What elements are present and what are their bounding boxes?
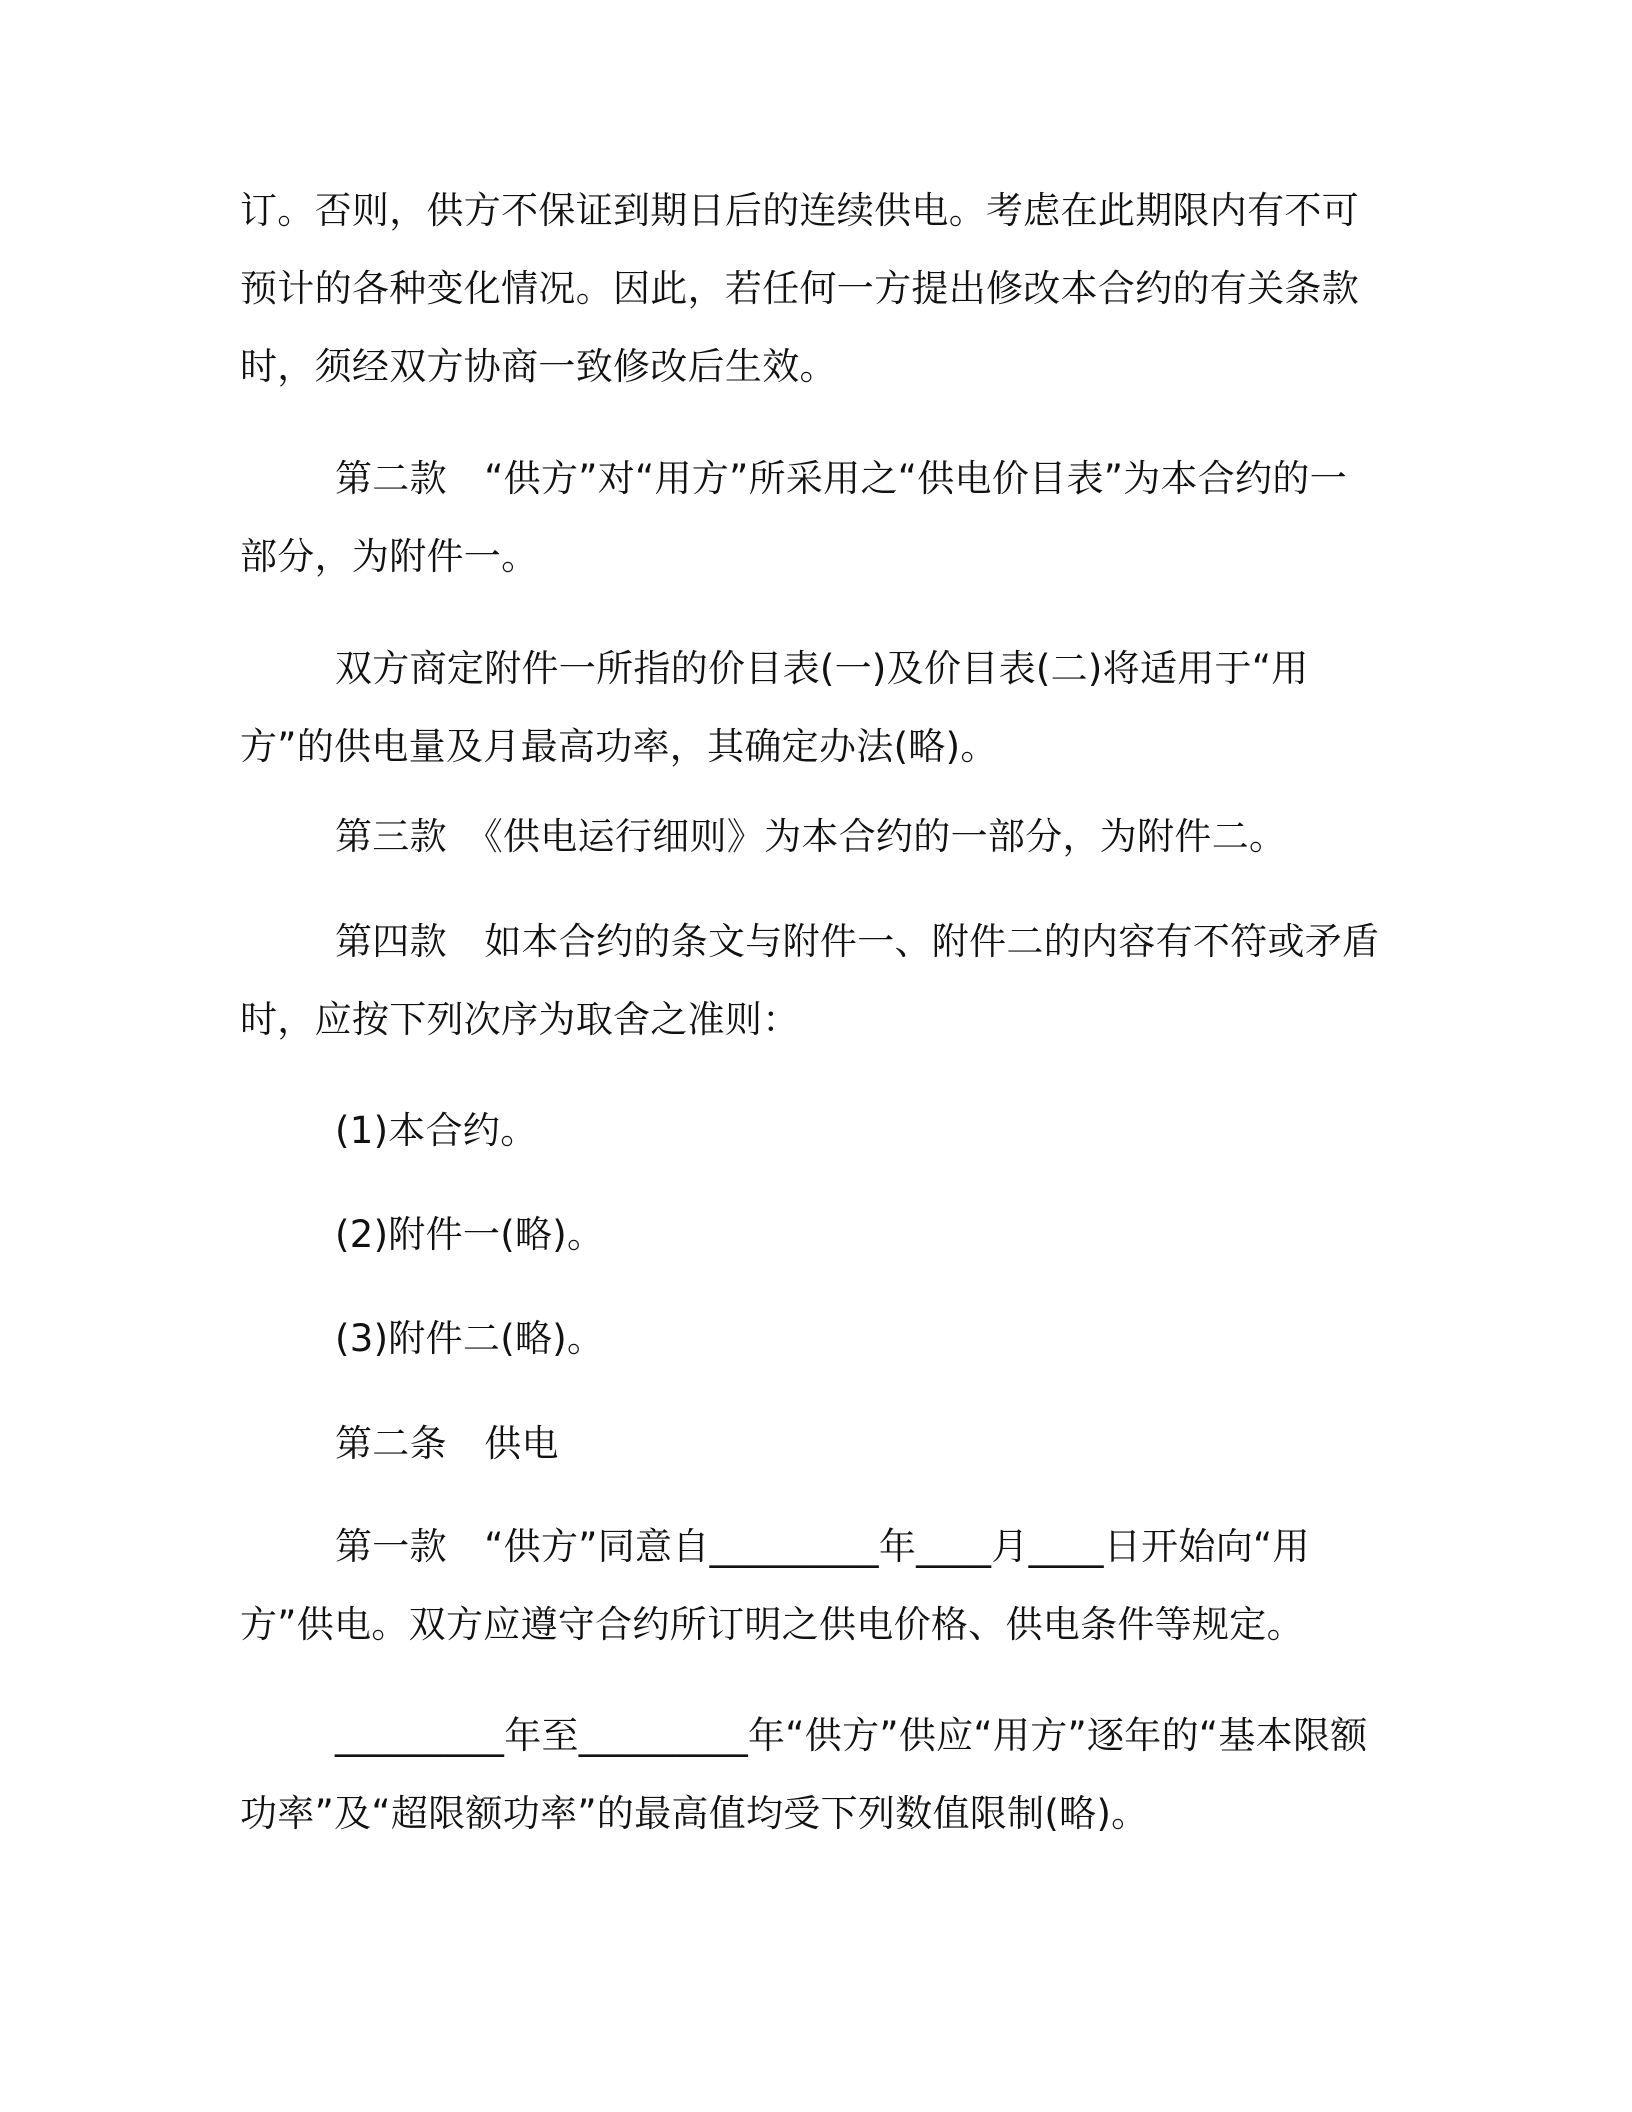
paragraph-continuation: 订。否则，供方不保证到期日后的连续供电。考虑在此期限内有不可预计的各种变化情况。因此，若任何一方提出修改本合约的有关条款时，须经双方协商一致修改后生效。 — [240, 189, 1359, 388]
paragraph-article-2-clause-1: 第一款 “供方”同意自_________年____月____日开始向“用方”供电。双方应遵守合约所订明之供电价格、供电条件等规定。 — [240, 1525, 1310, 1646]
section-heading-article-2: 第二条 供电 — [335, 1422, 559, 1465]
paragraph-clause-3: 第三款 《供电运行细则》为本合约的一部分，为附件二。 — [335, 815, 1287, 858]
list-item-1: (1)本合约。 — [335, 1109, 538, 1152]
list-item-3: (3)附件二(略)。 — [335, 1317, 605, 1360]
paragraph-power-limits: _________年至_________年“供方”供应“用方”逐年的“基本限额功率”及“超限额功率”的最高值均受下列数值限制(略)。 — [240, 1714, 1368, 1835]
list-item-2: (2)附件一(略)。 — [335, 1213, 605, 1256]
paragraph-clause-4: 第四款 如本合约的条文与附件一、附件二的内容有不符或矛盾时，应按下列次序为取舍之准则： — [240, 920, 1380, 1041]
paragraph-clause-2: 第二款 “供方”对“用方”所采用之“供电价目表”为本合约的一部分，为附件一。 — [240, 457, 1348, 578]
paragraph-price-tables: 双方商定附件一所指的价目表(一)及价目表(二)将适用于“用方”的供电量及月最高功率，其确定办法(略)。 — [240, 647, 1309, 768]
